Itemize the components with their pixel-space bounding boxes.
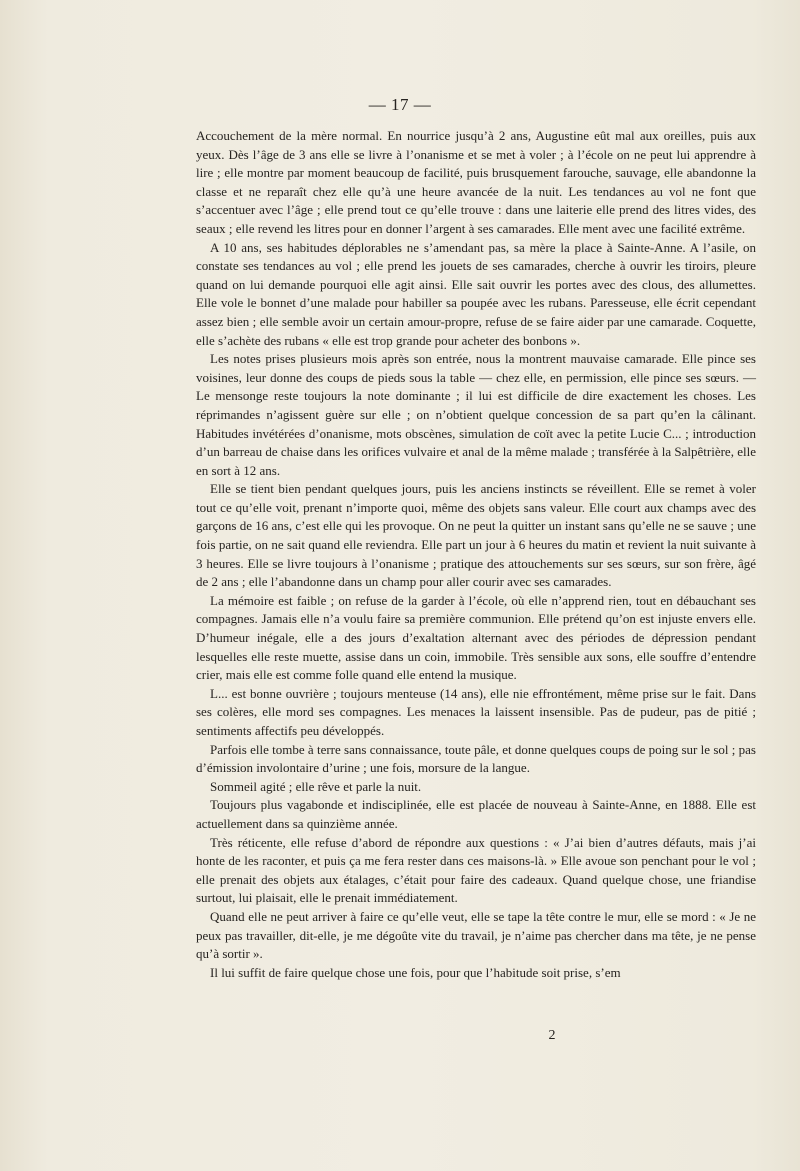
paragraph: Il lui suffit de faire quelque chose une fois, pour que l’habitude soit prise, s’em [210,964,621,980]
page-number: — 17 — [368,95,432,114]
paragraph: Quand elle ne peut arriver à faire ce qu’elle veut, elle se tape la tête contre le mur, elle se mord : « Je ne peux pas travailler, dit-elle, je me dégoûte vite du travail, je n’aime pas chercher dans ma tête, je ne pense qu’à sortir ». [196,908,756,962]
paragraph: Parfois elle tombe à terre sans connaissance, toute pâle, et donne quelques coups de poing sur le sol ; pas d’émission involontaire d’urine ; une fois, morsure de la langue. [196,741,756,776]
paragraph: Les notes prises plusieurs mois après son entrée, nous la montrent mauvaise camarade. Elle pince ses voisines, leur donne des coups de pieds sous la table — chez elle, en permission, elle pince ses sœurs. — Le mensonge reste toujours la note dominante ; il lui est difficile de dire exactement les choses. Les réprimandes n’agissent guère sur elle ; on n’obtient quelque concession de sa part qu’en la câlinant. Habitudes invétérées d’onanisme, mots obscènes, simulation de coït avec la petite Lucie C... ; introduction d’un barreau de chaise dans les orifices vulvaire et anal de la même malade ; transférée à la Salpêtrière, elle en sort à 12 ans. [196,351,756,478]
paragraph: Elle se tient bien pendant quelques jours, puis les anciens instincts se réveillent. Elle se remet à voler tout ce qu’elle voit, prenant n’importe quoi, même des objets sans valeur. Elle court aux champs avec des garçons de 16 ans, c’est elle qui les provoque. On ne peut la quitter un instant sans qu’elle ne se sauve ; une fois partie, on ne sait quand elle reviendra. Elle part un jour à 6 heures du matin et revient la nuit suivante à 3 heures. Elle se livre toujours à l’onanisme ; pratique des attouchements sur ses sœurs, sur son frère, âgé de 2 ans ; elle l’abandonne dans un champ pour aller courir avec ses camarades. [196,481,756,590]
paragraph: Sommeil agité ; elle rêve et parle la nuit. [210,778,422,794]
paragraph: L... est bonne ouvrière ; toujours menteuse (14 ans), elle nie effrontément, même prise sur le fait. Dans ses colères, elle mord ses compagnes. Les menaces la laissent insensible. Pas de pudeur, pas de pitié ; sentiments affectifs peu développés. [196,685,756,738]
signature-mark: 2 [548,1028,556,1043]
paragraph: Accouchement de la mère normal. En nourrice jusqu’à 2 ans, Augustine eût mal aux oreilles, puis aux yeux. Dès l’âge de 3 ans elle se livre à l’onanisme et se met à voler ; à l’école on ne peut lui apprendre à lire ; elle montre par moment beaucoup de facilité, puis brusquement farouche, sauvage, elle abandonne la classe et ne reparaît chez elle qu’à une heure avancée de la nuit. Les tendances au vol ne font que s’accentuer avec l’âge ; elle prend tout ce qu’elle trouve : dans une laiterie elle prend des litres vides, des seaux ; elle revend les litres pour en donner l’argent à ses camarades. Elle ment avec une facilité extrême. [196,128,756,236]
paragraph: La mémoire est faible ; on refuse de la garder à l’école, où elle n’apprend rien, tout en débauchant ses compagnes. Jamais elle n’a voulu faire sa première communion. Elle prétend qu’on est injuste envers elle. D’humeur inégale, elle a des jours d’exaltation alternant avec des périodes de dépression pendant lesquelles elle reste muette, assise dans un coin, immobile. Très sensible aux sons, elle souffre d’entendre crier, mais elle est comme folle quand elle entend la musique. [196,592,756,683]
paragraph: Toujours plus vagabonde et indisciplinée, elle est placée de nouveau à Sainte-Anne, en 1888. Elle est actuellement dans sa quinzième année. [196,797,756,831]
paragraph: Très réticente, elle refuse d’abord de répondre aux questions : « J’ai bien d’autres défauts, mais j’ai honte de les raconter, et puis ça me fera rester dans ces maisons-là. » Elle avoue son penchant pour le vol ; elle prenait des objets aux étalages, c’était pour faire des cadeaux. Quand quelque chose, une friandise surtout, lui plaisait, elle le prenait immédiatement. [196,834,756,906]
body-text [196,127,756,982]
paragraph: A 10 ans, ses habitudes déplorables ne s’amendant pas, sa mère la place à Sainte-Anne. A l’asile, on constate ses tendances au vol ; elle prend les jouets de ses camarades, cherche à ouvrir les tiroirs, pleure quand on lui demande pourquoi elle agit ainsi. Elle sait ouvrir les portes avec des clous, des allumettes. Elle vole le bonnet d’une malade pour habiller sa poupée avec les rubans. Paresseuse, elle écrit cependant assez bien ; elle semble avoir un certain amour-propre, refuse de se faire aider par une camarade. Coquette, elle s’achète des rubans « elle est trop grande pour acheter des bonbons ». [196,239,756,348]
